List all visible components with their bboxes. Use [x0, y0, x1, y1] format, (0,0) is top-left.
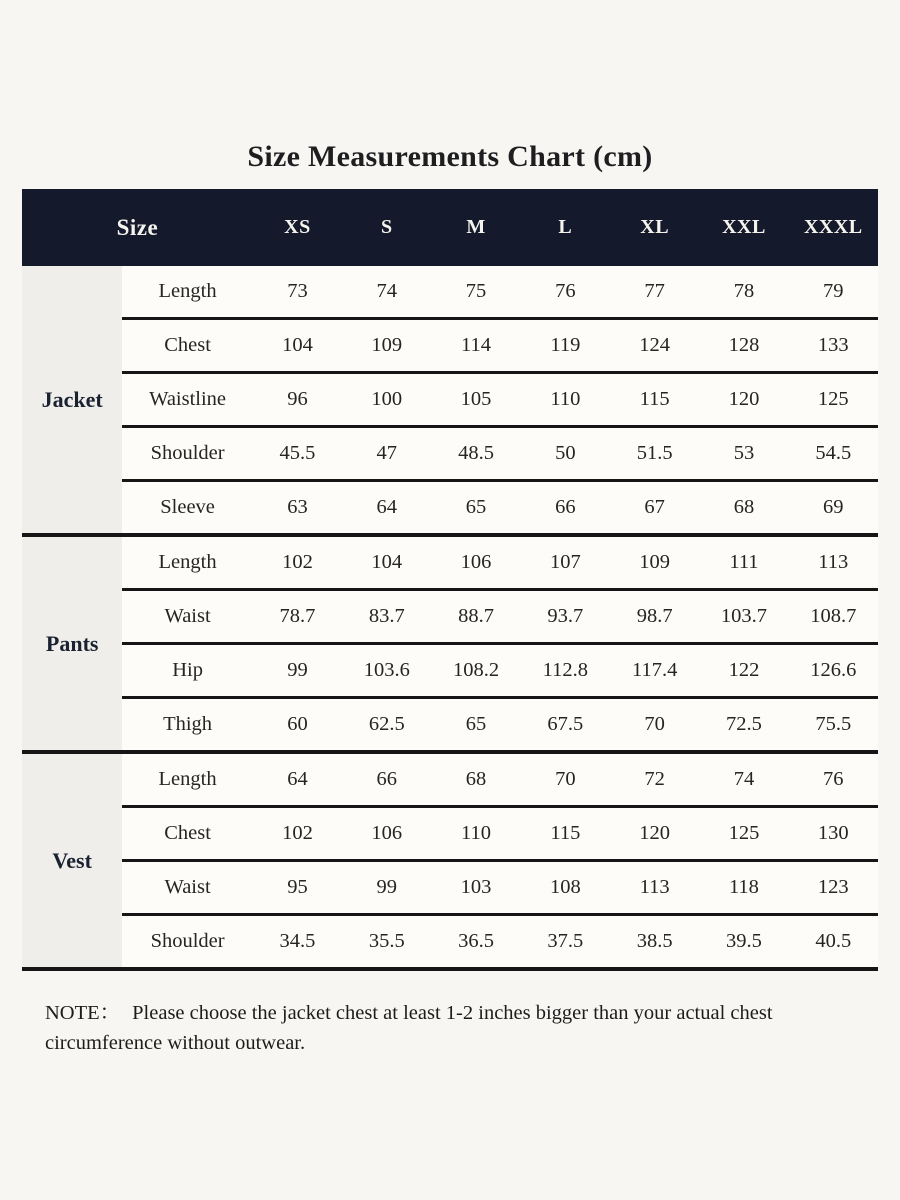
value-cell: 133 — [789, 319, 878, 373]
row-label: Hip — [122, 644, 252, 698]
value-cell: 119 — [521, 319, 610, 373]
section-pants — [22, 535, 878, 752]
table-row — [22, 644, 878, 698]
col-header-xl: XL — [610, 189, 699, 266]
value-cell: 36.5 — [431, 915, 520, 970]
table-row — [22, 752, 878, 807]
col-header-xs: XS — [253, 189, 342, 266]
value-cell: 40.5 — [789, 915, 878, 970]
value-cell: 72.5 — [699, 698, 788, 753]
value-cell: 104 — [253, 319, 342, 373]
col-header-m: M — [431, 189, 520, 266]
table-row — [22, 807, 878, 861]
value-cell: 79 — [789, 266, 878, 319]
header-row — [22, 189, 878, 266]
value-cell: 34.5 — [253, 915, 342, 970]
value-cell: 51.5 — [610, 427, 699, 481]
value-cell: 75 — [431, 266, 520, 319]
value-cell: 64 — [253, 752, 342, 807]
table-row — [22, 915, 878, 970]
value-cell: 111 — [699, 535, 788, 590]
value-cell: 63 — [253, 481, 342, 536]
value-cell: 72 — [610, 752, 699, 807]
value-cell: 113 — [610, 861, 699, 915]
size-corner-header: Size — [22, 189, 253, 266]
value-cell: 76 — [789, 752, 878, 807]
value-cell: 76 — [521, 266, 610, 319]
section-jacket — [22, 266, 878, 535]
table-row — [22, 698, 878, 753]
row-label: Waistline — [122, 373, 252, 427]
note-paragraph — [45, 998, 858, 1058]
row-label: Length — [122, 266, 252, 319]
value-cell: 78.7 — [253, 590, 342, 644]
value-cell: 128 — [699, 319, 788, 373]
value-cell: 103.7 — [699, 590, 788, 644]
value-cell: 113 — [789, 535, 878, 590]
table-row — [22, 590, 878, 644]
value-cell: 78 — [699, 266, 788, 319]
col-header-s: S — [342, 189, 431, 266]
value-cell: 48.5 — [431, 427, 520, 481]
value-cell: 69 — [789, 481, 878, 536]
value-cell: 68 — [431, 752, 520, 807]
value-cell: 107 — [521, 535, 610, 590]
value-cell: 53 — [699, 427, 788, 481]
value-cell: 96 — [253, 373, 342, 427]
table-row — [22, 861, 878, 915]
value-cell: 93.7 — [521, 590, 610, 644]
value-cell: 108.7 — [789, 590, 878, 644]
value-cell: 110 — [431, 807, 520, 861]
table-row — [22, 373, 878, 427]
value-cell: 105 — [431, 373, 520, 427]
value-cell: 115 — [521, 807, 610, 861]
table-row — [22, 266, 878, 319]
value-cell: 124 — [610, 319, 699, 373]
value-cell: 37.5 — [521, 915, 610, 970]
value-cell: 100 — [342, 373, 431, 427]
value-cell: 109 — [342, 319, 431, 373]
value-cell: 39.5 — [699, 915, 788, 970]
row-label: Waist — [122, 861, 252, 915]
value-cell: 62.5 — [342, 698, 431, 753]
value-cell: 115 — [610, 373, 699, 427]
value-cell: 114 — [431, 319, 520, 373]
value-cell: 45.5 — [253, 427, 342, 481]
value-cell: 106 — [431, 535, 520, 590]
value-cell: 35.5 — [342, 915, 431, 970]
value-cell: 50 — [521, 427, 610, 481]
value-cell: 117.4 — [610, 644, 699, 698]
value-cell: 112.8 — [521, 644, 610, 698]
row-label: Sleeve — [122, 481, 252, 536]
value-cell: 108 — [521, 861, 610, 915]
value-cell: 103.6 — [342, 644, 431, 698]
table-row — [22, 535, 878, 590]
value-cell: 54.5 — [789, 427, 878, 481]
value-cell: 130 — [789, 807, 878, 861]
value-cell: 66 — [342, 752, 431, 807]
row-label: Waist — [122, 590, 252, 644]
row-label: Shoulder — [122, 915, 252, 970]
value-cell: 75.5 — [789, 698, 878, 753]
value-cell: 67.5 — [521, 698, 610, 753]
page-title: Size Measurements Chart (cm) — [247, 140, 653, 173]
table-row — [22, 427, 878, 481]
value-cell: 110 — [521, 373, 610, 427]
value-cell: 95 — [253, 861, 342, 915]
section-vest — [22, 752, 878, 969]
col-header-xxl: XXL — [699, 189, 788, 266]
value-cell: 88.7 — [431, 590, 520, 644]
value-cell: 103 — [431, 861, 520, 915]
group-cell-vest: Vest — [22, 752, 122, 969]
value-cell: 77 — [610, 266, 699, 319]
row-label: Length — [122, 535, 252, 590]
group-cell-pants: Pants — [22, 535, 122, 752]
value-cell: 123 — [789, 861, 878, 915]
row-label: Shoulder — [122, 427, 252, 481]
value-cell: 125 — [699, 807, 788, 861]
value-cell: 98.7 — [610, 590, 699, 644]
value-cell: 102 — [253, 807, 342, 861]
value-cell: 74 — [342, 266, 431, 319]
value-cell: 99 — [253, 644, 342, 698]
value-cell: 67 — [610, 481, 699, 536]
value-cell: 118 — [699, 861, 788, 915]
value-cell: 109 — [610, 535, 699, 590]
value-cell: 125 — [789, 373, 878, 427]
value-cell: 73 — [253, 266, 342, 319]
table-row — [22, 481, 878, 536]
value-cell: 126.6 — [789, 644, 878, 698]
value-cell: 47 — [342, 427, 431, 481]
value-cell: 74 — [699, 752, 788, 807]
value-cell: 65 — [431, 698, 520, 753]
value-cell: 120 — [699, 373, 788, 427]
value-cell: 106 — [342, 807, 431, 861]
row-label: Chest — [122, 319, 252, 373]
row-label: Thigh — [122, 698, 252, 753]
value-cell: 120 — [610, 807, 699, 861]
note-label: NOTE： — [45, 1002, 121, 1024]
value-cell: 65 — [431, 481, 520, 536]
value-cell: 38.5 — [610, 915, 699, 970]
col-header-l: L — [521, 189, 610, 266]
note-text: Please choose the jacket chest at least 1-2 inches bigger than your actual chest circumference without outwear. — [45, 1002, 773, 1054]
group-cell-jacket: Jacket — [22, 266, 122, 535]
row-label: Length — [122, 752, 252, 807]
value-cell: 122 — [699, 644, 788, 698]
table-row — [22, 319, 878, 373]
value-cell: 68 — [699, 481, 788, 536]
value-cell: 70 — [521, 752, 610, 807]
value-cell: 108.2 — [431, 644, 520, 698]
value-cell: 104 — [342, 535, 431, 590]
value-cell: 66 — [521, 481, 610, 536]
value-cell: 99 — [342, 861, 431, 915]
value-cell: 64 — [342, 481, 431, 536]
row-label: Chest — [122, 807, 252, 861]
value-cell: 102 — [253, 535, 342, 590]
value-cell: 83.7 — [342, 590, 431, 644]
table-header — [22, 189, 878, 266]
value-cell: 70 — [610, 698, 699, 753]
size-measurements-table — [22, 189, 878, 971]
col-header-xxxl: XXXL — [789, 189, 878, 266]
value-cell: 60 — [253, 698, 342, 753]
